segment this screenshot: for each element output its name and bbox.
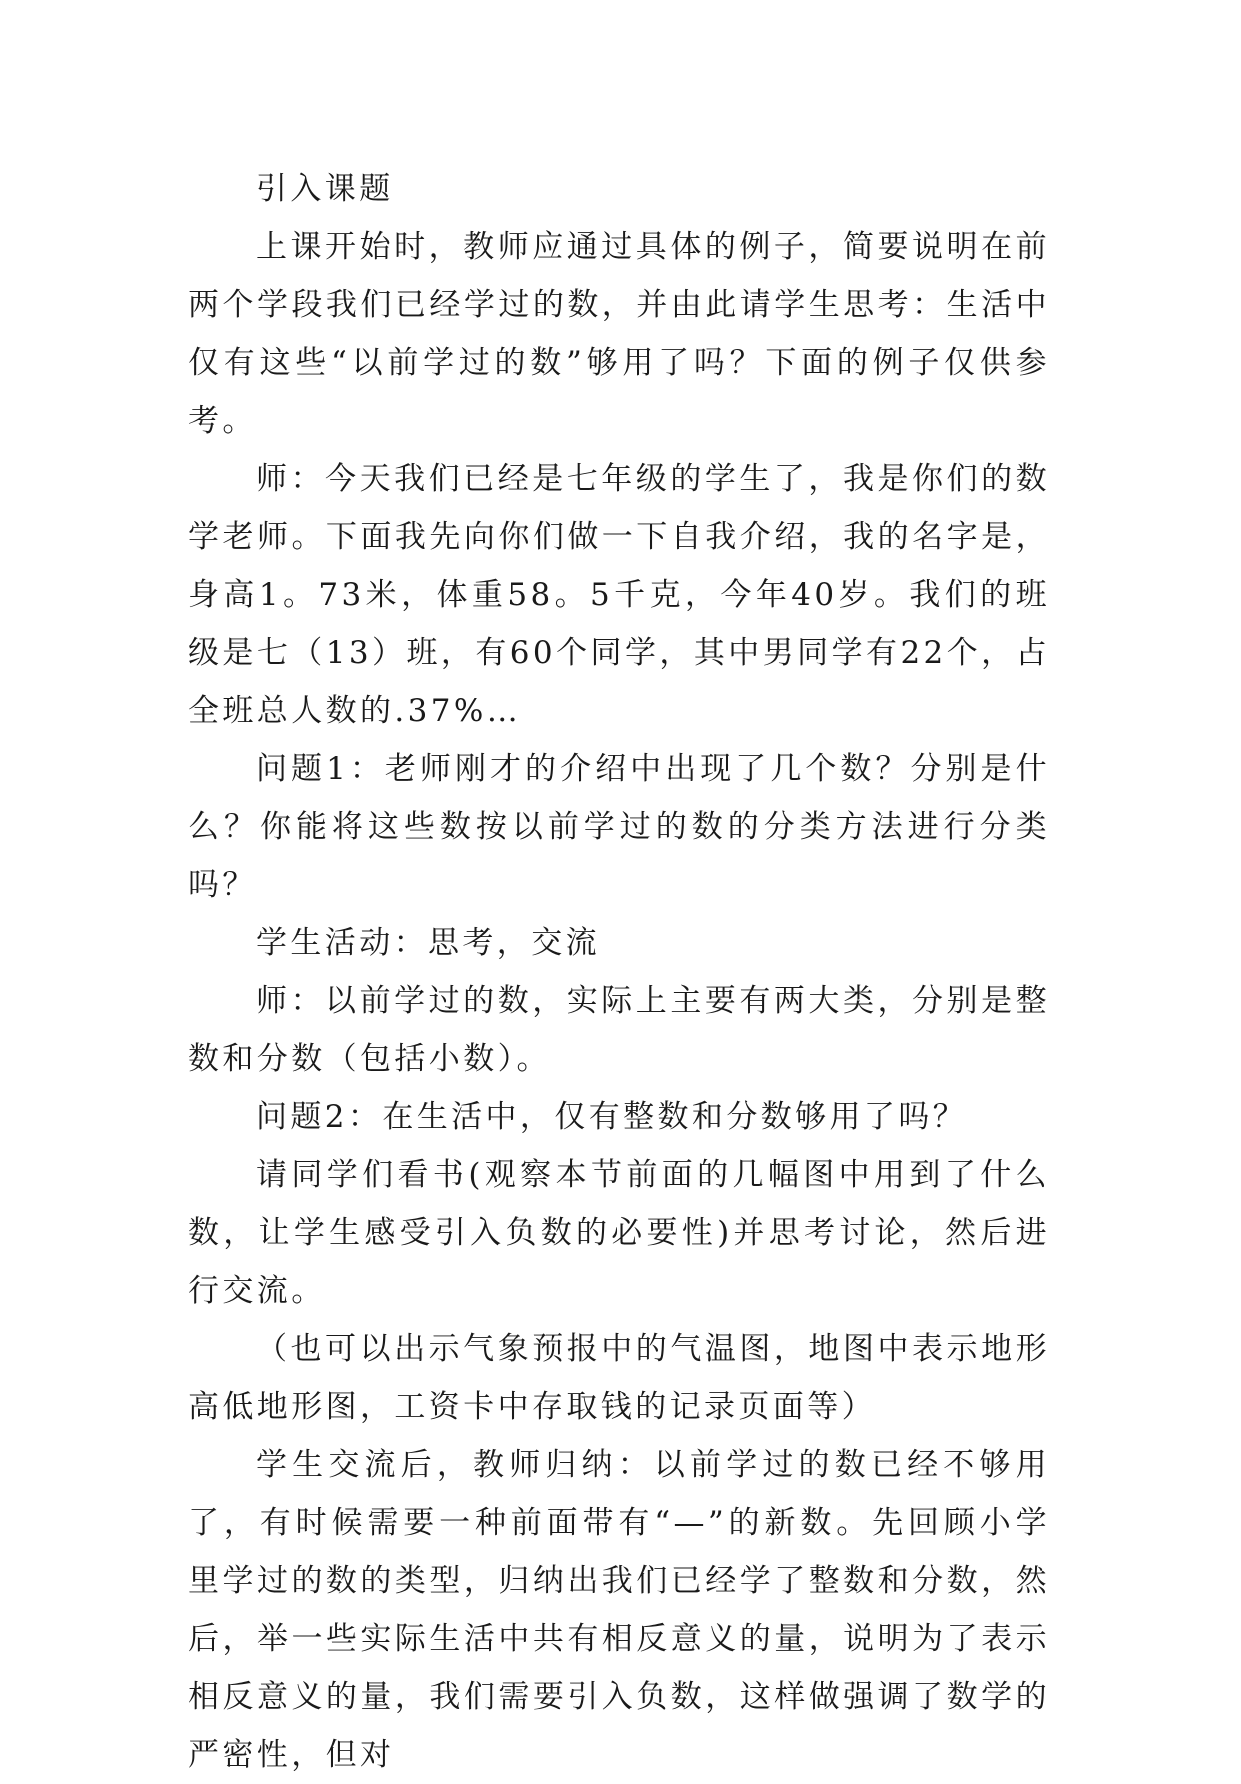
paragraph: 请同学们看书(观察本节前面的几幅图中用到了什么数，让学生感受引入负数的必要性)并思考讨论，然后进行交流。 <box>188 1157 1050 1309</box>
paragraph: 问题2：在生活中，仅有整数和分数够用了吗？ <box>256 1099 968 1135</box>
paragraph: 学生活动：思考，交流 <box>256 925 600 961</box>
paragraph: （也可以出示气象预报中的气温图，地图中表示地形高低地形图，工资卡中存取钱的记录页面等） <box>188 1331 1050 1425</box>
document-body <box>188 160 1050 1784</box>
section-heading: 引入课题 <box>256 171 394 207</box>
paragraph: 上课开始时，教师应通过具体的例子，简要说明在前两个学段我们已经学过的数，并由此请学生思考：生活中仅有这些“以前学过的数”够用了吗？下面的例子仅供参考。 <box>188 229 1050 439</box>
paragraph: 学生交流后，教师归纳：以前学过的数已经不够用了，有时候需要一种前面带有“—”的新数。先回顾小学里学过的数的类型，归纳出我们已经学了整数和分数，然后，举一些实际生活中共有相反意义的量，说明为了表示相反意义的量，我们需要引入负数，这样做强调了数学的严密性，但对 <box>188 1447 1050 1773</box>
paragraph: 师：今天我们已经是七年级的学生了，我是你们的数学老师。下面我先向你们做一下自我介绍，我的名字是，身高1。73米，体重58。5千克，今年40岁。我们的班级是七（13）班，有60个同学，其中男同学有22个，占全班总人数的.37%… <box>188 461 1050 729</box>
paragraph: 师：以前学过的数，实际上主要有两大类，分别是整数和分数（包括小数）。 <box>188 983 1050 1077</box>
paragraph: 问题1：老师刚才的介绍中出现了几个数？分别是什么？你能将这些数按以前学过的数的分类方法进行分类吗？ <box>188 751 1050 903</box>
